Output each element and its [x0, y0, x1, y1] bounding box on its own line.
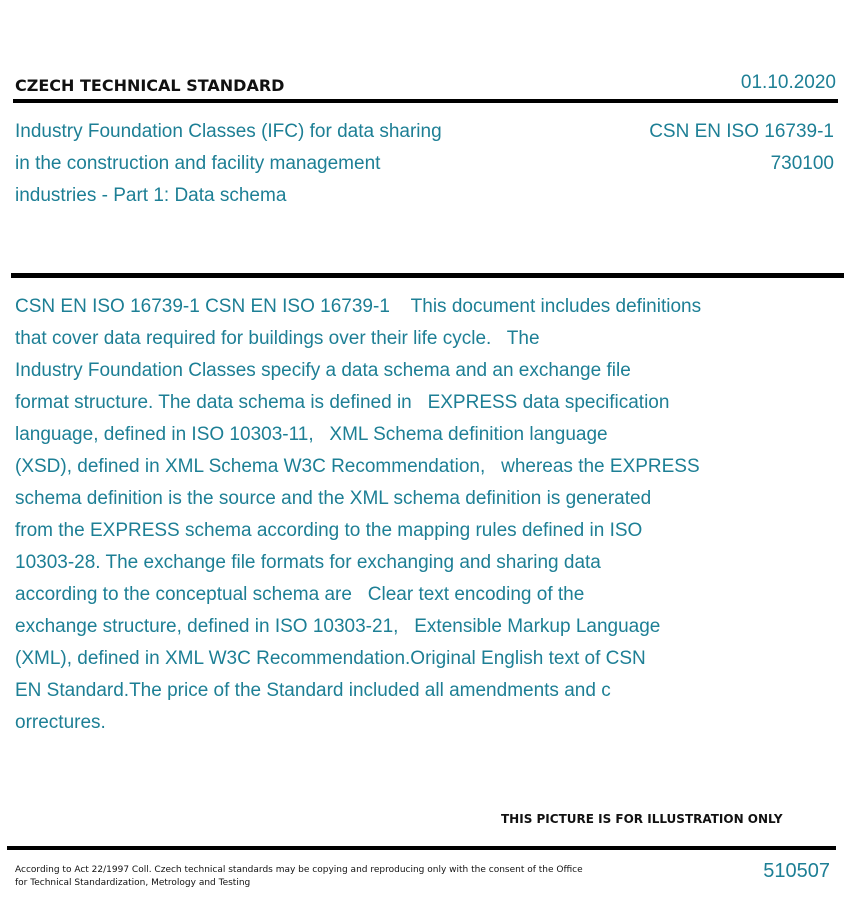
- standard-codes: [649, 116, 834, 180]
- middle-divider: [11, 273, 844, 278]
- legal-line: for Technical Standardization, Metrology and Testing: [15, 878, 251, 888]
- description-line: schema definition is the source and the XML schema definition is generated: [15, 488, 652, 509]
- legal-line: According to Act 22/1997 Coll. Czech technical standards may be copying and reproducing only with the consent of the Office: [15, 865, 583, 875]
- description-line: 10303-28. The exchange file formats for exchanging and sharing data: [15, 552, 601, 573]
- class-number: 730100: [770, 153, 834, 174]
- title-line: in the construction and facility management: [15, 153, 381, 174]
- top-divider: [13, 99, 838, 103]
- standard-type-label: CZECH TECHNICAL STANDARD: [15, 76, 285, 95]
- standard-title: [15, 116, 535, 212]
- description-line: that cover data required for buildings over their life cycle. The: [15, 328, 540, 349]
- description-line: exchange structure, defined in ISO 10303-21, Extensible Markup Language: [15, 616, 661, 637]
- standard-code: CSN EN ISO 16739-1: [649, 121, 834, 142]
- description-line: EN Standard.The price of the Standard included all amendments and c: [15, 680, 611, 701]
- title-line: Industry Foundation Classes (IFC) for data sharing: [15, 121, 442, 142]
- description-line: language, defined in ISO 10303-11, XML Schema definition language: [15, 424, 608, 445]
- description-line: from the EXPRESS schema according to the mapping rules defined in ISO: [15, 520, 643, 541]
- description-line: (XML), defined in XML W3C Recommendation.Original English text of CSN: [15, 648, 646, 669]
- illustration-disclaimer: THIS PICTURE IS FOR ILLUSTRATION ONLY: [501, 812, 783, 826]
- bottom-divider: [7, 846, 836, 850]
- document-number: 510507: [763, 860, 830, 882]
- description-line: Industry Foundation Classes specify a data schema and an exchange file: [15, 360, 631, 381]
- legal-notice: [15, 864, 615, 890]
- publication-date: 01.10.2020: [740, 72, 836, 93]
- description-line: format structure. The data schema is defined in EXPRESS data specification: [15, 392, 670, 413]
- description-line: orrectures.: [15, 712, 106, 733]
- title-line: industries - Part 1: Data schema: [15, 185, 287, 206]
- standard-description: [15, 291, 815, 739]
- description-line: according to the conceptual schema are Clear text encoding of the: [15, 584, 585, 605]
- description-line: (XSD), defined in XML Schema W3C Recommendation, whereas the EXPRESS: [15, 456, 700, 477]
- description-line: CSN EN ISO 16739-1 CSN EN ISO 16739-1 This document includes definitions: [15, 296, 702, 317]
